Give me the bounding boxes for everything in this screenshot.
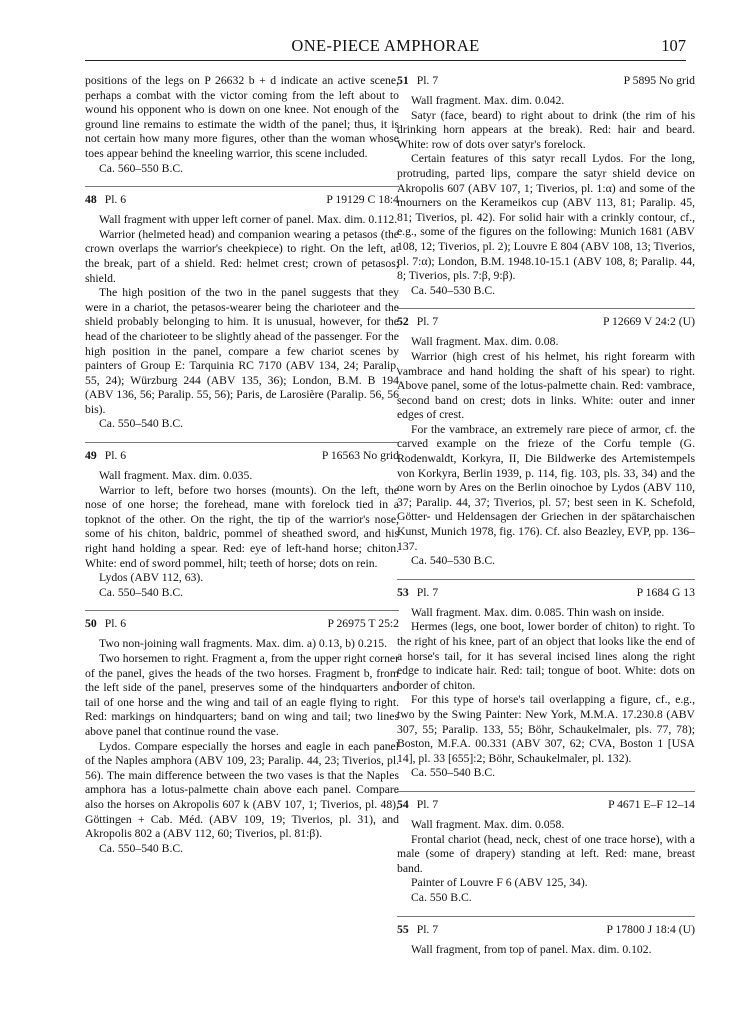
left-entries — [85, 186, 399, 856]
entry-paragraph: Wall fragment with upper left corner of panel. Max. dim. 0.112. — [99, 213, 398, 227]
entry-paragraph: For this type of horse's tail overlapping a figure, cf., e.g., two by the Swing Painter: New York, M.M.A. 17.230.8 (ABV 307, 55; Paralip. 133, 55; Böhr, Schaukelmaler, pls. 77, 78); Boston, M.F.A. 00.331 (ABV 307, 62; CVA, Boston 1 [USA 14], pl. 33 [655]:2; Böhr, Schaukelmaler, pl. 132). — [397, 693, 695, 765]
entry-inventory-ref: P 4671 E–F 12–14 — [608, 797, 695, 811]
continuation-text: positions of the legs on P 26632 b + d indicate an active scene, perhaps a combat with the victor coming from the left about to wound his opponent who is down on one knee. Not enough of the ground line remains to estimate the width of the panel; thus, it is not certain how many more figures, other than the woman whose toes appear behind the kneeling warrior, this scene included. — [85, 74, 399, 160]
entry-date: Ca. 550–540 B.C. — [99, 417, 184, 431]
entry-paragraph: Hermes (legs, one boot, lower border of chiton) to right. To the right of his knee, part of an object that looks like the end of a horse's tail, for it has several incised lines along the right edge to indicate hair. Red: tail; tongue of boot. White: dots on border of chiton. — [397, 620, 695, 692]
entry-paragraph: For the vambrace, an extremely rare piece of armor, cf. the carved example on the frieze of the Corfu temple (G. Rodenwaldt, Korkyra, II, Die Bildwerke des Artemistempels von Korkyra, Berlin 1939, p. 114, fig. 103, pls. 33, 34) and the one worn by Ares on the Berlin oinochoe by Lydos (ABV 110, 37; Paralip. 44, 37; Tiverios, pl. 57; best seen in K. Schefold, Götter- und Heldensagen der Griechen in der spätarchaischen Kunst, Munich 1978, fig. 176). Cf. also Beazley, EVP, pp. 136–137. — [397, 422, 695, 553]
catalog-entry — [397, 916, 695, 958]
entry-plate: Pl. 6 — [104, 449, 127, 463]
running-header — [85, 36, 686, 62]
entry-heading — [397, 586, 695, 602]
entry-date: Ca. 540–530 B.C. — [411, 283, 496, 297]
entry-paragraph: Lydos (ABV 112, 63). — [99, 571, 204, 585]
catalog-entry — [85, 186, 399, 432]
right-column — [397, 74, 695, 957]
entry-paragraph: The high position of the two in the panel suggests that they were in a chariot, the petasos-wearer being the charioteer and the shield probably belonging to him. It is unusual, however, for the head of the charioteer to be slightly ahead of the passenger. For the high position in the panel, compare a few chariot scenes by painters of Group E: Tarquinia RC 7170 (ABV 134, 24; Paralip. 55, 24); Würzburg 244 (ABV 135, 36); London, B.M. B 194 (ABV 136, 56; Paralip. 55, 56); Paris, de Larosière (Paralip. 56, 56 bis). — [85, 286, 399, 416]
entry-plate: Pl. 7 — [416, 315, 439, 329]
entry-inventory-ref: P 16563 No grid — [321, 449, 399, 463]
entry-inventory-ref: P 19129 C 18:4 — [326, 193, 399, 207]
catalog-entry — [397, 579, 695, 781]
entry-number: 55 — [397, 922, 409, 936]
entry-plate: Pl. 7 — [416, 797, 439, 811]
continuation-date: Ca. 560–550 B.C. — [99, 161, 184, 175]
running-title: ONE-PIECE AMPHORAE — [291, 36, 480, 55]
entry-paragraph: Warrior (high crest of his helmet, his right forearm with vambrace and hand holding the shaft of his spear) to right. Above panel, some of the lotus-palmette chain. Red: vambrace, second band on crest; dots in links. White: outer and inner edges of crest. — [397, 349, 695, 422]
entry-paragraph: Two horsemen to right. Fragment a, from the upper right corner of the panel, gives the heads of the two horses. Fragment b, from the left side of the panel, preserves some of the hindquarters and tail of one horse and the wing and tail of an eagle flying to right. Red: markings on hindquarters; band on wing and tail; two lines above panel that continue round the vase. — [85, 652, 399, 738]
entry-inventory-ref: P 12669 V 24:2 (U) — [603, 315, 695, 329]
entry-number: 51 — [397, 74, 409, 87]
entry-date: Ca. 550–540 B.C. — [411, 766, 496, 780]
entry-heading — [85, 449, 399, 465]
catalog-entry — [397, 308, 695, 569]
entry-heading — [397, 798, 695, 814]
entry-inventory-ref: P 1684 G 13 — [636, 585, 695, 599]
header-rule — [85, 60, 686, 61]
entry-paragraph: Frontal chariot (head, neck, chest of one trace horse), with a male (some of drapery) standing at left. Red: mane, breast band. — [397, 832, 695, 875]
entry-separator — [85, 186, 399, 187]
entry-paragraph: Wall fragment. Max. dim. 0.058. — [411, 817, 565, 831]
entry-separator — [397, 916, 695, 917]
entry-paragraph: Satyr (face, beard) to right about to drink (the rim of his drinking horn appears at the break). Red: hair and beard. White: row of dots over satyr's forelock. — [397, 108, 695, 151]
entry-plate: Pl. 7 — [416, 922, 439, 936]
catalog-entry — [397, 74, 695, 298]
entry-date: Ca. 540–530 B.C. — [411, 554, 496, 568]
entry-separator — [397, 579, 695, 580]
entry-heading — [397, 74, 695, 90]
entry-separator — [85, 442, 399, 443]
entry-paragraph: Warrior to left, before two horses (mounts). On the left, the nose of one horse; the forehead, mane with forelock tied in a topknot of the other. On the right, the tip of the warrior's nose, some of his chiton, baldric, pommel of sheathed sword, and his right hand holding a spear. Red: eye of left-hand horse; chiton. White: end of sword pommel, hilt; teeth of horse; dots on rein. — [85, 483, 399, 570]
catalog-entry — [85, 610, 399, 856]
entry-date: Ca. 550–540 B.C. — [99, 585, 184, 599]
entry-plate: Pl. 6 — [104, 617, 127, 631]
entry-number: 50 — [85, 617, 97, 631]
entry-paragraph: Wall fragment. Max. dim. 0.08. — [411, 335, 559, 349]
entry-heading — [397, 923, 695, 939]
entry-separator — [397, 791, 695, 792]
catalog-entry — [85, 442, 399, 600]
entry-paragraph: Painter of Louvre F 6 (ABV 125, 34). — [411, 876, 588, 890]
entry-paragraph: Lydos. Compare especially the horses and eagle in each panel of the Naples amphora (ABV 109, 23; Paralip. 44, 23; Tiverios, pl. 56). The main difference between the two vases is that the Naples amphora has a lotus-palmette chain above each panel. Compare also the horses on Akropolis 607 k (ABV 107, 1; Tiverios, pl. 48), Göttingen + Cab. Méd. (ABV 109, 19; Tiverios, pl. 31), and Akropolis 802 a (ABV 112, 60; Tiverios, pl. 81:β). — [85, 739, 399, 841]
left-column — [85, 74, 399, 856]
entry-number: 49 — [85, 449, 97, 463]
entry-number: 54 — [397, 797, 409, 811]
entry-number: 53 — [397, 585, 409, 599]
entry-number: 52 — [397, 315, 409, 329]
entry-paragraph: Wall fragment. Max. dim. 0.042. — [411, 94, 565, 107]
entry-heading — [85, 193, 399, 209]
right-entries — [397, 74, 695, 957]
entry-paragraph: Wall fragment. Max. dim. 0.035. — [99, 469, 253, 483]
entry-plate: Pl. 6 — [104, 193, 127, 207]
entry-inventory-ref: P 5895 No grid — [623, 74, 695, 87]
page-number: 107 — [661, 36, 686, 55]
entry-paragraph: Two non-joining wall fragments. Max. dim. a) 0.13, b) 0.215. — [99, 637, 388, 651]
entry-paragraph: Certain features of this satyr recall Lydos. For the long, protruding, parted lips, compare the satyr shield device on Akropolis 607 (ABV 107, 1; Tiverios, pl. 1:α) and some of the mourners on the Kerameikos cup (ABV 113, 81; Paralip. 45, 81; Tiverios, pl. 42). For solid hair with a crinkly contour, cf., e.g., some of the figures on the following: Munich 1681 (ABV 108, 12; Tiverios, pl. 2); Louvre E 804 (ABV 108, 13; Tiverios, pl. 7:α); London, B.M. 1948.10-15.1 (ABV 108, 8; Paralip. 44, 8; Tiverios, pls. 7:β, 9:β). — [397, 152, 695, 283]
entry-paragraph: Wall fragment. Max. dim. 0.085. Thin wash on inside. — [411, 605, 665, 619]
entry-inventory-ref: P 17800 J 18:4 (U) — [606, 922, 695, 936]
entry-plate: Pl. 7 — [416, 585, 439, 599]
entry-separator — [85, 610, 399, 611]
entry-number: 48 — [85, 193, 97, 207]
entry-paragraph: Warrior (helmeted head) and companion wearing a petasos (the crown overlaps the warrior's cheekpiece) to right. On the left, at the break, part of a shield. Red: helmet crest; crown of petasos; shield. — [85, 227, 399, 285]
entry-paragraph: Wall fragment, from top of panel. Max. dim. 0.102. — [411, 942, 652, 956]
entry-heading — [85, 617, 399, 633]
entry-date: Ca. 550 B.C. — [411, 890, 472, 904]
entry-date: Ca. 550–540 B.C. — [99, 841, 184, 855]
entry-inventory-ref: P 26975 T 25:2 — [327, 617, 399, 631]
entry-heading — [397, 315, 695, 331]
catalog-entry — [397, 791, 695, 906]
entry-plate: Pl. 7 — [416, 74, 439, 87]
entry-separator — [397, 308, 695, 309]
